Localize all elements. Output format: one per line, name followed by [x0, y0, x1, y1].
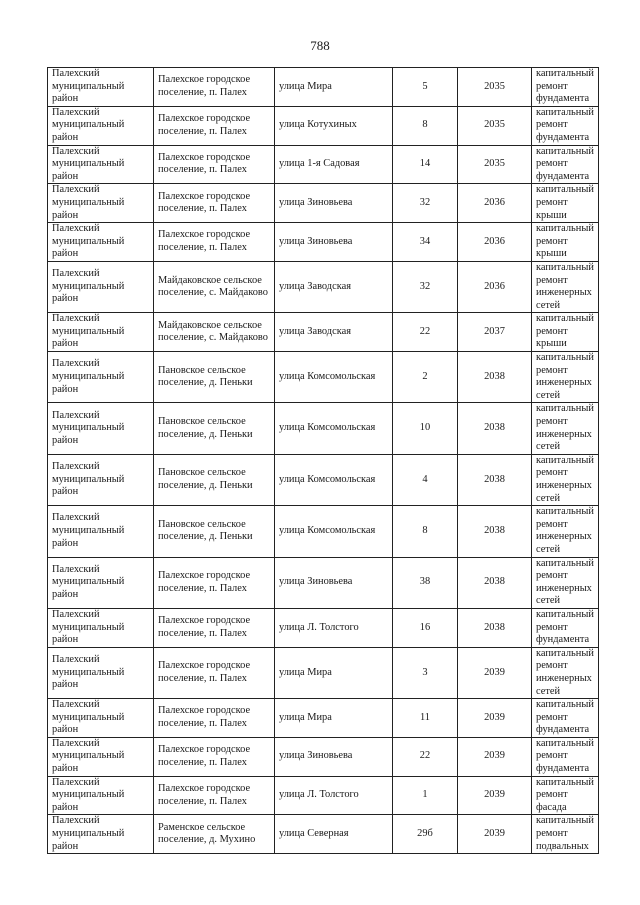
settlement-cell: Майдаковское сельское поселение, с. Майдаково [154, 313, 275, 352]
work-type-cell: капитальный ремонт фундамента [532, 106, 599, 145]
settlement-cell: Палехское городское поселение, п. Палех [154, 145, 275, 184]
table-row [48, 68, 599, 107]
house-number-cell: 14 [393, 145, 458, 184]
district-cell: Палехский муниципальный район [48, 68, 154, 107]
year-cell: 2038 [458, 352, 532, 403]
table-row [48, 106, 599, 145]
table-row [48, 223, 599, 262]
street-cell: улица Зиновьева [275, 737, 393, 776]
work-type-cell: капитальный ремонт инженерных сетей [532, 403, 599, 454]
district-cell: Палехский муниципальный район [48, 699, 154, 738]
table-row [48, 352, 599, 403]
district-cell: Палехский муниципальный район [48, 608, 154, 647]
district-cell: Палехский муниципальный район [48, 184, 154, 223]
district-cell: Палехский муниципальный район [48, 647, 154, 698]
year-cell: 2036 [458, 184, 532, 223]
year-cell: 2035 [458, 68, 532, 107]
work-type-cell: капитальный ремонт фундамента [532, 737, 599, 776]
page-number: 788 [310, 38, 330, 53]
table-row [48, 145, 599, 184]
year-cell: 2038 [458, 557, 532, 608]
work-type-cell: капитальный ремонт фасада [532, 776, 599, 815]
district-cell: Палехский муниципальный район [48, 776, 154, 815]
year-cell: 2039 [458, 815, 532, 854]
settlement-cell: Майдаковское сельское поселение, с. Майдаково [154, 261, 275, 312]
table-row [48, 815, 599, 854]
year-cell: 2038 [458, 403, 532, 454]
work-type-cell: капитальный ремонт подвальных [532, 815, 599, 854]
table-row [48, 608, 599, 647]
house-number-cell: 38 [393, 557, 458, 608]
street-cell: улица Зиновьева [275, 223, 393, 262]
street-cell: улица Мира [275, 68, 393, 107]
district-cell: Палехский муниципальный район [48, 145, 154, 184]
street-cell: улица Л. Толстого [275, 776, 393, 815]
house-number-cell: 34 [393, 223, 458, 262]
work-type-cell: капитальный ремонт инженерных сетей [532, 647, 599, 698]
house-number-cell: 3 [393, 647, 458, 698]
registry-table-body [48, 68, 599, 854]
settlement-cell: Палехское городское поселение, п. Палех [154, 184, 275, 223]
house-number-cell: 1 [393, 776, 458, 815]
house-number-cell: 8 [393, 106, 458, 145]
year-cell: 2039 [458, 776, 532, 815]
house-number-cell: 4 [393, 454, 458, 505]
work-type-cell: капитальный ремонт инженерных сетей [532, 557, 599, 608]
settlement-cell: Пановское сельское поселение, д. Пеньки [154, 506, 275, 557]
house-number-cell: 11 [393, 699, 458, 738]
settlement-cell: Пановское сельское поселение, д. Пеньки [154, 352, 275, 403]
registry-table [47, 67, 599, 854]
street-cell: улица 1-я Садовая [275, 145, 393, 184]
settlement-cell: Палехское городское поселение, п. Палех [154, 737, 275, 776]
street-cell: улица Комсомольская [275, 506, 393, 557]
table-row [48, 647, 599, 698]
street-cell: улица Заводская [275, 261, 393, 312]
settlement-cell: Палехское городское поселение, п. Палех [154, 776, 275, 815]
street-cell: улица Зиновьева [275, 557, 393, 608]
district-cell: Палехский муниципальный район [48, 261, 154, 312]
street-cell: улица Мира [275, 699, 393, 738]
street-cell: улица Заводская [275, 313, 393, 352]
table-row [48, 699, 599, 738]
street-cell: улица Комсомольская [275, 403, 393, 454]
district-cell: Палехский муниципальный район [48, 403, 154, 454]
work-type-cell: капитальный ремонт инженерных сетей [532, 506, 599, 557]
settlement-cell: Раменское сельское поселение, д. Мухино [154, 815, 275, 854]
work-type-cell: капитальный ремонт инженерных сетей [532, 454, 599, 505]
district-cell: Палехский муниципальный район [48, 454, 154, 505]
year-cell: 2038 [458, 506, 532, 557]
table-row [48, 403, 599, 454]
house-number-cell: 32 [393, 261, 458, 312]
street-cell: улица Мира [275, 647, 393, 698]
work-type-cell: капитальный ремонт крыши [532, 313, 599, 352]
year-cell: 2036 [458, 261, 532, 312]
settlement-cell: Палехское городское поселение, п. Палех [154, 557, 275, 608]
year-cell: 2036 [458, 223, 532, 262]
settlement-cell: Палехское городское поселение, п. Палех [154, 106, 275, 145]
house-number-cell: 10 [393, 403, 458, 454]
table-row [48, 776, 599, 815]
settlement-cell: Палехское городское поселение, п. Палех [154, 647, 275, 698]
street-cell: улица Котухиных [275, 106, 393, 145]
year-cell: 2039 [458, 737, 532, 776]
settlement-cell: Палехское городское поселение, п. Палех [154, 223, 275, 262]
district-cell: Палехский муниципальный район [48, 557, 154, 608]
settlement-cell: Палехское городское поселение, п. Палех [154, 68, 275, 107]
year-cell: 2035 [458, 145, 532, 184]
year-cell: 2037 [458, 313, 532, 352]
district-cell: Палехский муниципальный район [48, 313, 154, 352]
settlement-cell: Палехское городское поселение, п. Палех [154, 699, 275, 738]
work-type-cell: капитальный ремонт инженерных сетей [532, 352, 599, 403]
district-cell: Палехский муниципальный район [48, 815, 154, 854]
house-number-cell: 8 [393, 506, 458, 557]
table-row [48, 454, 599, 505]
house-number-cell: 22 [393, 737, 458, 776]
table-row [48, 261, 599, 312]
house-number-cell: 2 [393, 352, 458, 403]
work-type-cell: капитальный ремонт фундамента [532, 145, 599, 184]
year-cell: 2038 [458, 454, 532, 505]
work-type-cell: капитальный ремонт фундамента [532, 608, 599, 647]
street-cell: улица Северная [275, 815, 393, 854]
house-number-cell: 32 [393, 184, 458, 223]
table-row [48, 737, 599, 776]
year-cell: 2035 [458, 106, 532, 145]
table-row [48, 313, 599, 352]
work-type-cell: капитальный ремонт крыши [532, 184, 599, 223]
settlement-cell: Палехское городское поселение, п. Палех [154, 608, 275, 647]
street-cell: улица Комсомольская [275, 352, 393, 403]
table-row [48, 184, 599, 223]
work-type-cell: капитальный ремонт инженерных сетей [532, 261, 599, 312]
year-cell: 2039 [458, 699, 532, 738]
district-cell: Палехский муниципальный район [48, 506, 154, 557]
district-cell: Палехский муниципальный район [48, 737, 154, 776]
work-type-cell: капитальный ремонт фундамента [532, 699, 599, 738]
year-cell: 2038 [458, 608, 532, 647]
house-number-cell: 5 [393, 68, 458, 107]
work-type-cell: капитальный ремонт фундамента [532, 68, 599, 107]
settlement-cell: Пановское сельское поселение, д. Пеньки [154, 403, 275, 454]
table-row [48, 557, 599, 608]
settlement-cell: Пановское сельское поселение, д. Пеньки [154, 454, 275, 505]
street-cell: улица Комсомольская [275, 454, 393, 505]
year-cell: 2039 [458, 647, 532, 698]
district-cell: Палехский муниципальный район [48, 106, 154, 145]
house-number-cell: 16 [393, 608, 458, 647]
house-number-cell: 29б [393, 815, 458, 854]
street-cell: улица Л. Толстого [275, 608, 393, 647]
work-type-cell: капитальный ремонт крыши [532, 223, 599, 262]
house-number-cell: 22 [393, 313, 458, 352]
district-cell: Палехский муниципальный район [48, 223, 154, 262]
street-cell: улица Зиновьева [275, 184, 393, 223]
district-cell: Палехский муниципальный район [48, 352, 154, 403]
table-row [48, 506, 599, 557]
